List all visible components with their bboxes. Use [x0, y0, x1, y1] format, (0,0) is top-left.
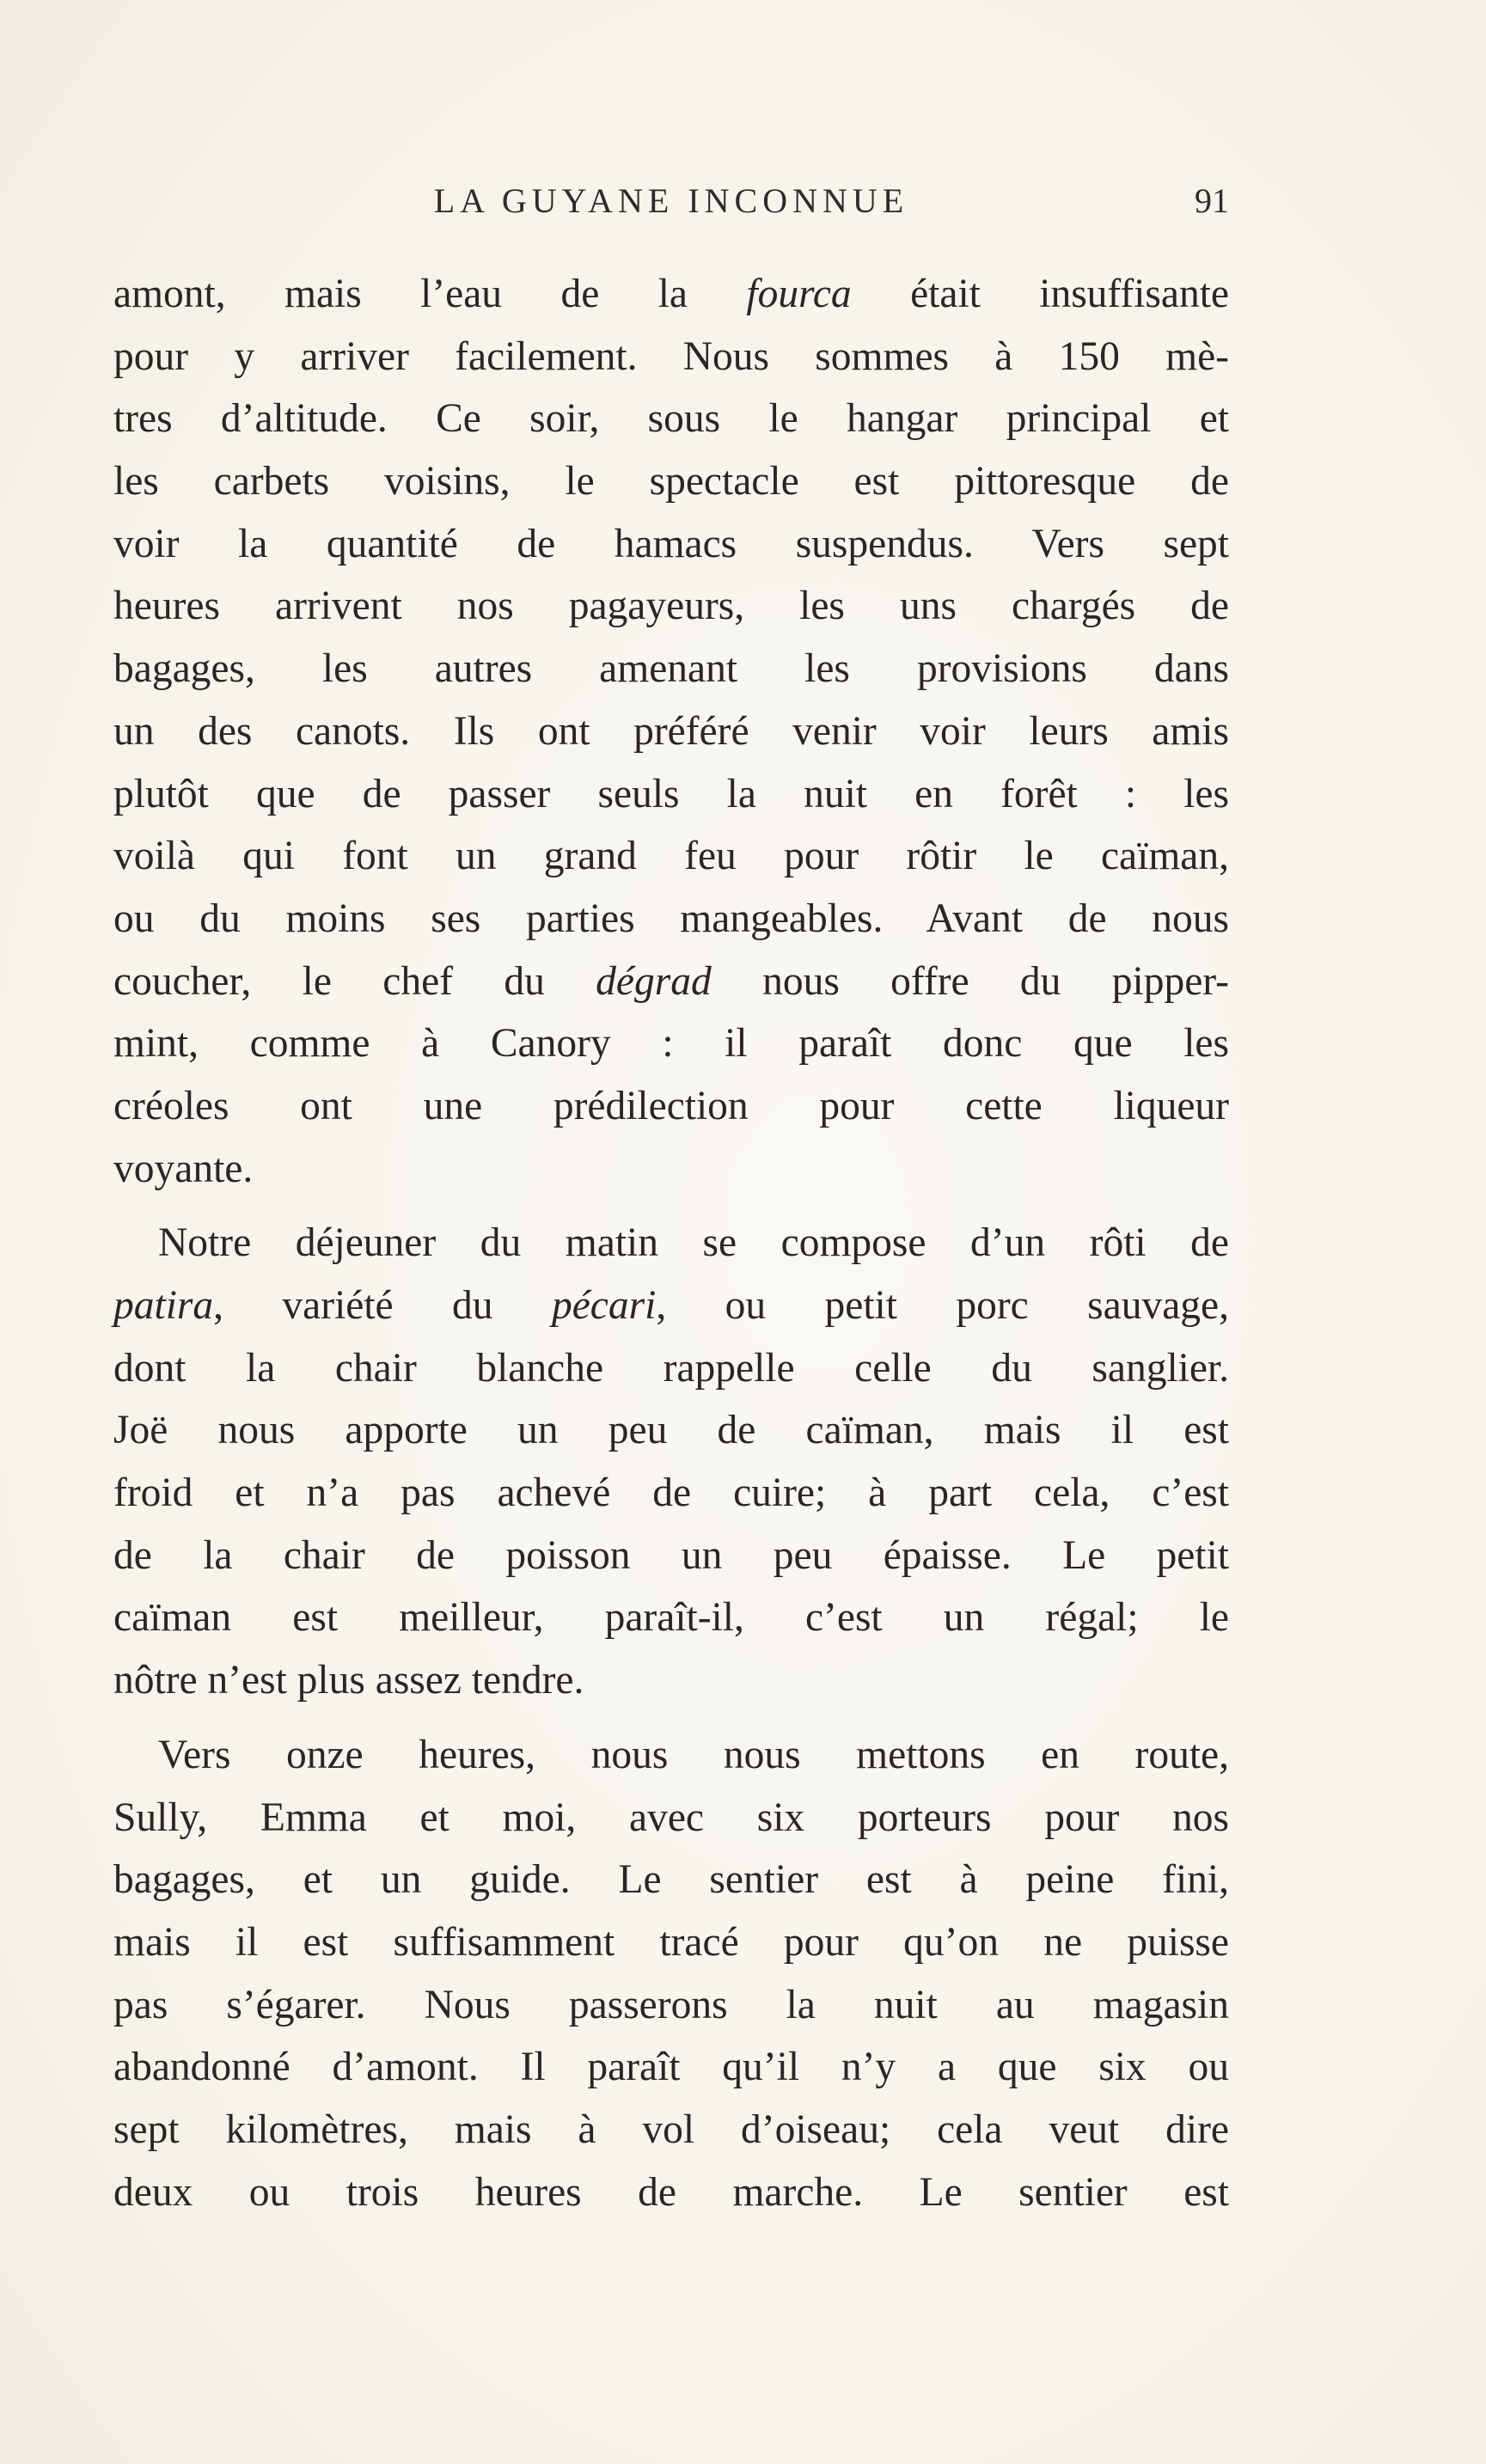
text-segment: bagages, les autres amenant les provisions dans — [113, 646, 1229, 692]
text-line — [113, 2036, 1229, 2099]
text-segment: , ou petit porc sauvage, — [656, 1283, 1229, 1328]
paragraph — [113, 1724, 1229, 2224]
text-line — [113, 2099, 1229, 2161]
text-segment: sept kilomètres, mais à vol d’oiseau; cela veut dire — [113, 2106, 1229, 2152]
text-segment: Notre déjeuner du matin se compose d’un rôti de — [158, 1220, 1229, 1266]
text-segment: coucher, le chef du — [113, 958, 596, 1004]
text-segment: un des canots. Ils ont préféré venir voir leurs amis — [113, 708, 1229, 754]
text-line — [113, 1974, 1229, 2037]
text-segment: abandonné d’amont. Il paraît qu’il n’y a que six ou — [113, 2045, 1229, 2090]
text-line — [113, 1075, 1229, 1138]
text-segment: était insuffisante — [851, 272, 1229, 316]
text-segment: mint, comme à Canory : il paraît donc que les — [113, 1021, 1229, 1067]
text-line — [113, 1525, 1229, 1587]
text-line — [113, 1911, 1229, 1974]
text-line — [113, 2161, 1229, 2224]
text-line — [113, 1462, 1229, 1525]
paragraph — [113, 1212, 1229, 1712]
paragraph-gap — [113, 1712, 1229, 1724]
text-line — [113, 1212, 1229, 1275]
text-line — [113, 951, 1229, 1013]
text-segment: ou du moins ses parties mangeables. Avant de nous — [113, 896, 1229, 941]
text-segment: pas s’égarer. Nous passerons la nuit au magasin — [113, 1982, 1229, 2027]
running-title: LA GUYANE INCONNUE — [433, 181, 909, 220]
text-line — [113, 825, 1229, 888]
text-line — [113, 1138, 1229, 1201]
text-line — [113, 450, 1229, 513]
text-segment: deux ou trois heures de marche. Le sentier est — [113, 2169, 1229, 2215]
paragraph-gap — [113, 1200, 1229, 1212]
text-line — [113, 888, 1229, 951]
italic-term: patira — [113, 1283, 214, 1328]
text-segment: Vers onze heures, nous nous mettons en route, — [158, 1732, 1229, 1777]
text-line — [113, 1649, 1229, 1712]
text-segment: , variété du — [213, 1283, 552, 1328]
text-line — [113, 763, 1229, 826]
text-line — [113, 1787, 1229, 1850]
text-segment: froid et n’a pas achevé de cuire; à part cela, c’est — [113, 1470, 1229, 1516]
text-line — [113, 575, 1229, 638]
text-line — [113, 1012, 1229, 1075]
text-line — [113, 263, 1229, 326]
text-line — [113, 1849, 1229, 1911]
text-line — [113, 326, 1229, 388]
text-segment: tres d’altitude. Ce soir, sous le hangar principal et — [113, 396, 1229, 442]
text-line — [113, 1337, 1229, 1400]
text-line — [113, 1275, 1229, 1337]
text-segment: caïman est meilleur, paraît-il, c’est un régal; le — [113, 1595, 1229, 1641]
text-segment: créoles ont une prédilection pour cette liqueur — [113, 1083, 1229, 1128]
text-segment: voilà qui font un grand feu pour rôtir le caïman, — [113, 834, 1229, 879]
paragraph — [113, 263, 1229, 1200]
text-line — [113, 513, 1229, 576]
text-segment: amont, mais l’eau de la — [113, 272, 747, 316]
text-segment: Joë nous apporte un peu de caïman, mais il est — [113, 1408, 1229, 1453]
text-line — [113, 1399, 1229, 1462]
text-segment: nous offre du pipper- — [711, 958, 1229, 1004]
text-segment: voir la quantité de hamacs suspendus. Vers sept — [113, 521, 1229, 566]
text-segment: pour y arriver facilement. Nous sommes à 150 mè- — [113, 333, 1229, 379]
text-segment: les carbets voisins, le spectacle est pittoresque de — [113, 459, 1229, 504]
text-line — [113, 638, 1229, 700]
text-line — [113, 388, 1229, 450]
body-text — [113, 263, 1229, 2223]
italic-term: pécari — [551, 1283, 657, 1328]
text-line — [113, 1724, 1229, 1787]
text-segment: mais il est suffisamment tracé pour qu’on ne puisse — [113, 1919, 1229, 1965]
page-number: 91 — [1195, 181, 1229, 220]
text-segment: de la chair de poisson un peu épaisse. Le petit — [113, 1532, 1229, 1578]
text-line — [113, 1587, 1229, 1649]
text-line — [113, 700, 1229, 763]
text-segment: Sully, Emma et moi, avec six porteurs pour nos — [113, 1795, 1229, 1840]
italic-term: dégrad — [596, 958, 712, 1004]
text-segment: heures arrivent nos pagayeurs, les uns chargés de — [113, 584, 1229, 629]
text-segment: nôtre n’est plus assez tendre. — [113, 1658, 584, 1703]
text-segment: bagages, et un guide. Le sentier est à peine fini, — [113, 1857, 1229, 1903]
text-segment: plutôt que de passer seuls la nuit en forêt : les — [113, 771, 1229, 816]
text-segment: dont la chair blanche rappelle celle du sanglier. — [113, 1345, 1229, 1391]
text-segment: voyante. — [113, 1146, 254, 1191]
italic-term: fourca — [746, 272, 852, 316]
running-head — [113, 180, 1229, 232]
